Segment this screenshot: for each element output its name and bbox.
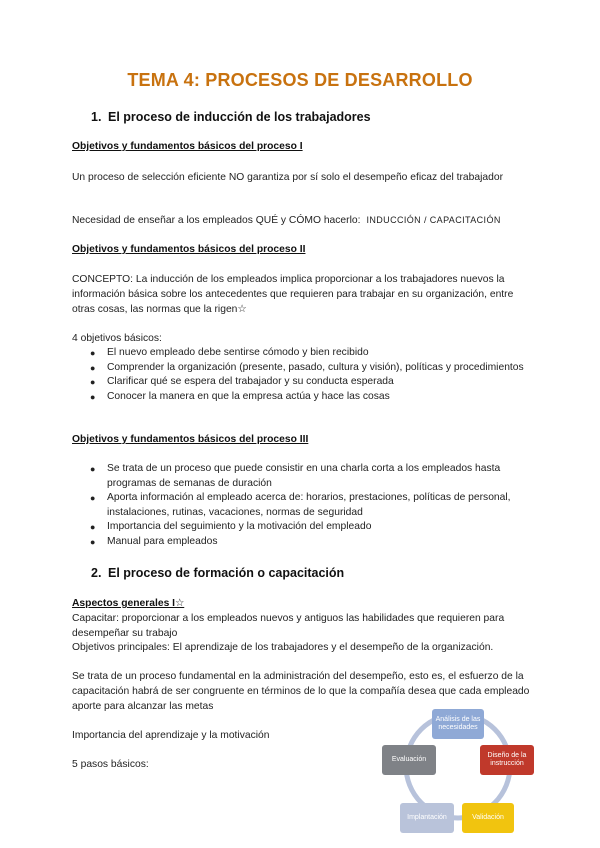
list-item: ● Se trata de un proceso que puede consistir en una charla corta a los empleados hasta programas de semanas de duración [90, 463, 501, 489]
step-implantacion: Implantación [400, 803, 454, 833]
paragraph-capacitar: Capacitar: proporcionar a los empleados nuevos y antiguos las habilidades que requieren para desempeñar su trabajo [72, 613, 505, 639]
star-icon: ☆ [175, 598, 185, 609]
necesidad-text: Necesidad de enseñar a los empleados QUÉ y CÓMO hacerlo: [72, 215, 361, 226]
paragraph-necesidad [72, 213, 532, 228]
list-item: ● Importancia del seguimiento y la motivación del empleado [90, 521, 372, 533]
paragraph-importancia: Importancia del aprendizaje y la motivación [72, 730, 270, 741]
step-evaluacion: Evaluación [382, 745, 436, 775]
list-item: ● Conocer la manera en que la empresa actúa y hace las cosas [90, 390, 390, 402]
section-1-title: El proceso de inducción de los trabajadores [108, 110, 371, 124]
page-title: TEMA 4: PROCESOS DE DESARROLLO [127, 70, 473, 90]
step-validacion: Validación [462, 803, 514, 833]
paragraph-objetivos: Objetivos principales: El aprendizaje de los trabajadores y el desempeño de la organización. [72, 642, 494, 653]
objectives-list [72, 346, 532, 404]
step-analisis: Análisis de las necesidades [432, 709, 484, 739]
section-1-number: 1. [91, 110, 102, 124]
paragraph-seleccion: Un proceso de selección eficiente NO garantiza por sí solo el desempeño eficaz del trabajador [72, 172, 503, 183]
list-item: ● El nuevo empleado debe sentirse cómodo y bien recibido [90, 347, 369, 358]
induccion-tag: INDUCCIÓN / CAPACITACIÓN [366, 215, 501, 225]
subheading-aspectos: Aspectos generales I☆ [72, 598, 185, 609]
subheading-proceso-3: Objetivos y fundamentos básicos del proceso III [72, 434, 309, 445]
list-item: ● Manual para empleados [90, 535, 218, 547]
subheading-proceso-1: Objetivos y fundamentos básicos del proceso I [72, 141, 303, 152]
paragraph-concepto: CONCEPTO: La inducción de los empleados implica proporcionar a los trabajadores nuevos la información básica sobre los antecedentes que requieren para trabajar en su organización, entre otras cosas, las normas que la rigen☆ [72, 274, 514, 315]
list-item: ● Comprender la organización (presente, pasado, cultura y visión), políticas y procedimientos [90, 361, 524, 373]
paragraph-pasos: 5 pasos básicos: [72, 759, 149, 770]
objectives-intro: 4 objetivos básicos: [72, 333, 162, 344]
paragraph-proceso: Se trata de un proceso fundamental en la administración del desempeño, esto es, el esfuerzo de la capacitación habrá de ser congruente en términos de lo que la compañía desea que cada empleado aporte para alcanzar las metas [72, 671, 530, 712]
section-2-title: El proceso de formación o capacitación [108, 566, 345, 580]
list-item: ● Aporta información al empleado acerca de: horarios, prestaciones, políticas de personal, instalaciones, rutinas, vacaciones, normas de seguridad [90, 492, 511, 518]
section-2-number: 2. [91, 566, 102, 580]
proceso-3-list [72, 462, 532, 550]
list-item: ● Clarificar qué se espera del trabajador y su conducta esperada [90, 376, 394, 388]
process-cycle-diagram [374, 704, 544, 844]
subheading-proceso-2: Objetivos y fundamentos básicos del proceso II [72, 244, 306, 255]
step-diseno: Diseño de la instrucción [480, 745, 534, 775]
